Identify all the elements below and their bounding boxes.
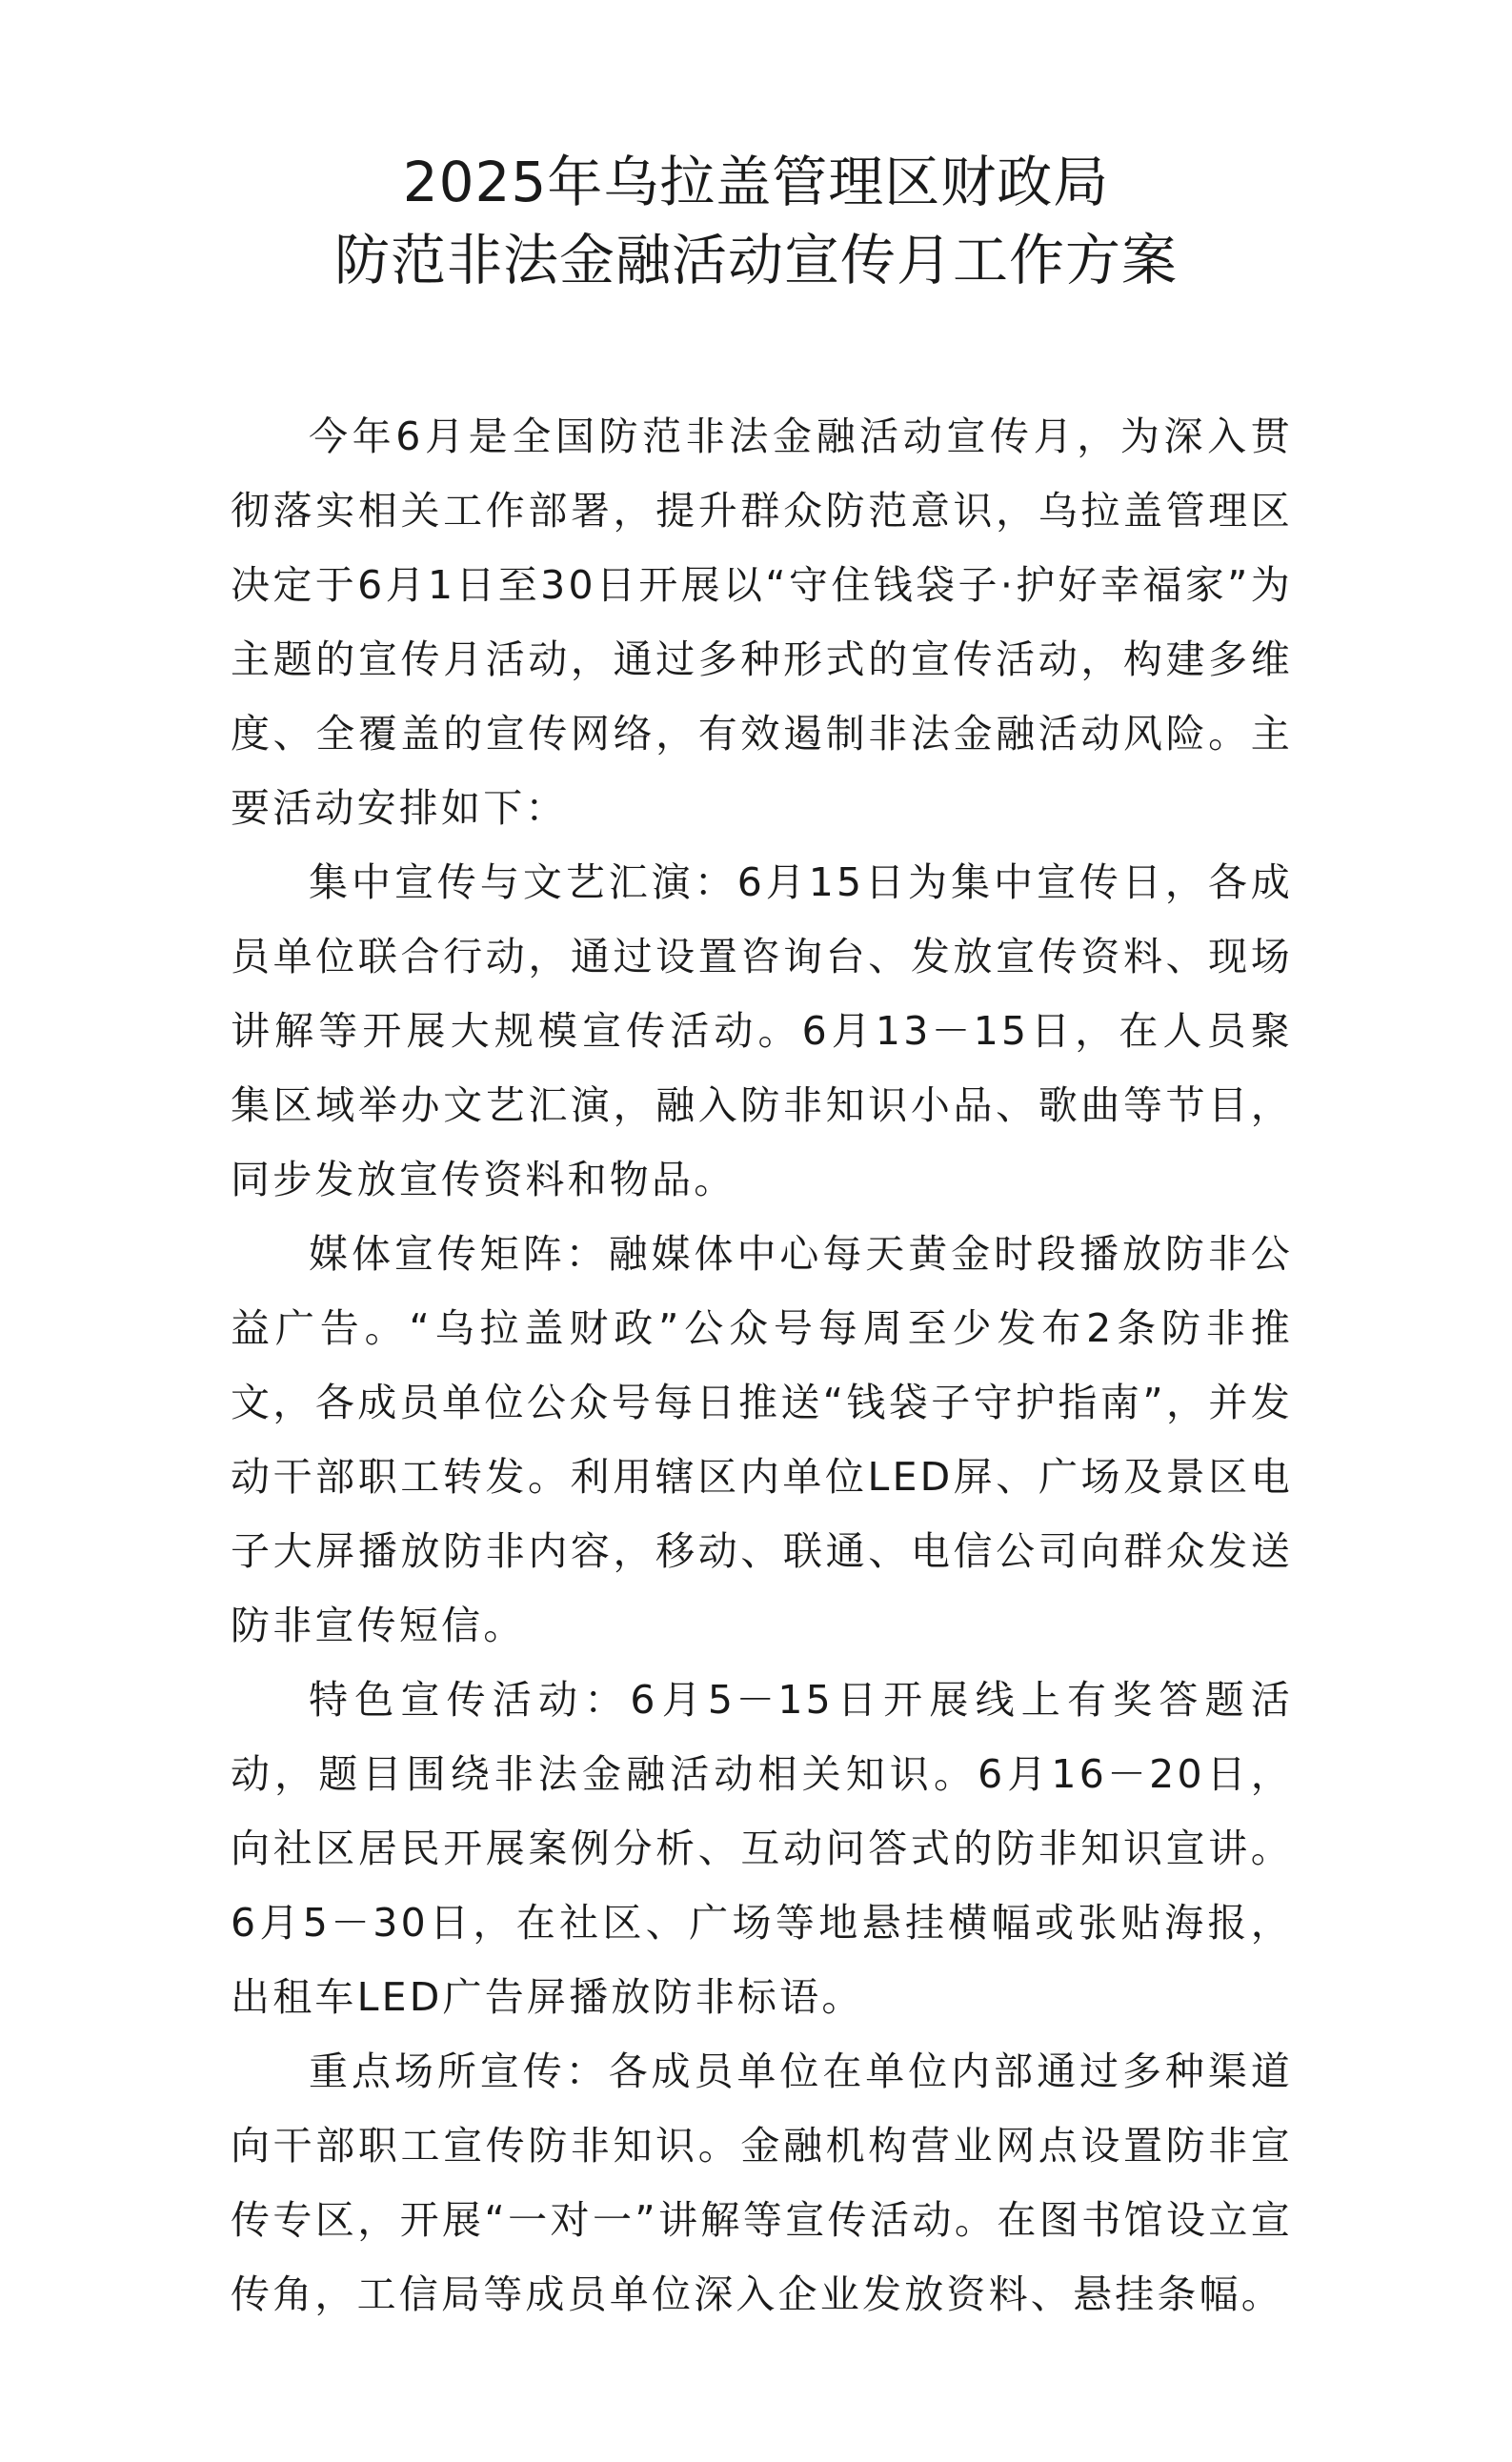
paragraph-concentrated-publicity: 集中宣传与文艺汇演：6月15日为集中宣传日，各成员单位联合行动，通过设置咨询台、发放宣传资料、现场讲解等开展大规模宣传活动。6月13－15日，在人员聚集区域举办文艺汇演，融入防非知识小品、歌曲等节目，同步发放宣传资料和物品。: [231, 859, 1293, 1202]
title-block: [219, 143, 1293, 299]
paragraph-key-venues: 重点场所宣传：各成员单位在单位内部通过多种渠道向干部职工宣传防非知识。金融机构营业网点设置防非宣传专区，开展“一对一”讲解等宣传活动。在图书馆设立宣传角，工信局等成员单位深入企业发放资料、悬挂条幅。: [231, 2048, 1293, 2317]
document-title-line-2: 防范非法金融活动宣传月工作方案: [333, 228, 1178, 293]
document-body: [231, 399, 1293, 2331]
document-title-line-1: 2025年乌拉盖管理区财政局: [402, 150, 1110, 214]
paragraph-intro: 今年6月是全国防范非法金融活动宣传月，为深入贯彻落实相关工作部署，提升群众防范意识，乌拉盖管理区决定于6月1日至30日开展以“守住钱袋子·护好幸福家”为主题的宣传月活动，通过多种形式的宣传活动，构建多维度、全覆盖的宣传网络，有效遏制非法金融活动风险。主要活动安排如下：: [231, 414, 1293, 831]
paragraph-media-matrix: 媒体宣传矩阵：融媒体中心每天黄金时段播放防非公益广告。“乌拉盖财政”公众号每周至少发布2条防非推文，各成员单位公众号每日推送“钱袋子守护指南”，并发动干部职工转发。利用辖区内单位LED屏、广场及景区电子大屏播放防非内容，移动、联通、电信公司向群众发送防非宣传短信。: [231, 1231, 1293, 1648]
paragraph-special-activities: 特色宣传活动：6月5－15日开展线上有奖答题活动，题目围绕非法金融活动相关知识。6月16－20日，向社区居民开展案例分析、互动问答式的防非知识宣讲。6月5－30日，在社区、广场等地悬挂横幅或张贴海报，出租车LED广告屏播放防非标语。: [231, 1677, 1293, 2020]
